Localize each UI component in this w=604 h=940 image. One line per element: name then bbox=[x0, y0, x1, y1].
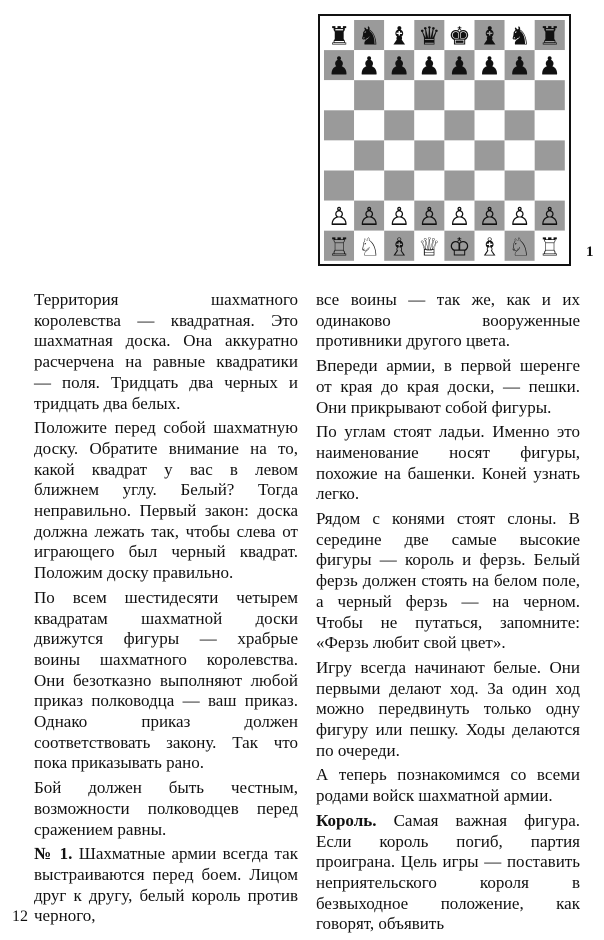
page-number: 12 bbox=[12, 908, 28, 925]
chess-piece-wP-f2: ♙ bbox=[478, 202, 501, 232]
chess-piece-bB-f8: ♝ bbox=[478, 21, 501, 51]
paragraph: Игру всегда начинают белые. Они первыми делают ход. За один ход можно передвинуть только одну фигуру или пешку. Ходы делаются по очереди. bbox=[316, 657, 580, 760]
light-square-d3 bbox=[414, 171, 444, 201]
chess-piece-bN-g8: ♞ bbox=[508, 21, 531, 51]
light-square-e4 bbox=[444, 140, 474, 170]
chess-piece-wP-b2: ♙ bbox=[357, 202, 381, 232]
chess-diagram bbox=[318, 14, 571, 266]
chess-piece-wN-b1: ♘ bbox=[357, 232, 381, 262]
chess-piece-bP-e7: ♟ bbox=[448, 51, 471, 81]
paragraph: Рядом с конями стоят слоны. В середине две самые высокие фигуры — король и ферзь. Белый ферзь должен стоять на белом поле, а черный ферзь — на черном. Чтобы не путаться, запомните: «Ферзь любит свой цвет». bbox=[316, 509, 580, 653]
text-column-left bbox=[34, 290, 298, 931]
dark-square-f6 bbox=[475, 80, 505, 110]
chess-piece-wP-h2: ♙ bbox=[538, 202, 561, 232]
dark-square-c5 bbox=[384, 110, 414, 140]
dark-square-g5 bbox=[505, 110, 535, 140]
dark-square-d4 bbox=[414, 140, 444, 170]
dark-square-b4 bbox=[354, 140, 384, 170]
chess-piece-bN-b8: ♞ bbox=[357, 21, 381, 51]
light-square-h3 bbox=[535, 171, 565, 201]
chess-piece-bQ-d8: ♛ bbox=[418, 21, 441, 51]
paragraph: По углам стоят ладьи. Именно это наименование носят фигуры, похожие на башенки. Коней узнать легко. bbox=[316, 422, 580, 504]
light-square-a6 bbox=[324, 80, 354, 110]
dark-square-a5 bbox=[324, 110, 354, 140]
chess-piece-bR-a8: ♜ bbox=[327, 21, 351, 51]
dark-square-h6 bbox=[535, 80, 565, 110]
light-square-e6 bbox=[444, 80, 474, 110]
paragraph: № 1. Шахматные армии всегда так выстраиваются перед боем. Лицом друг к другу, белый король против черного, bbox=[34, 844, 298, 926]
dark-square-d6 bbox=[414, 80, 444, 110]
paragraph: Положите перед собой шахматную доску. Обратите внимание на то, какой квадрат у вас в левом ближнем углу. Белый? Тогда неправильно. Первый закон: доска должна лежать так, чтобы слева от играющего был черный квадрат. Положим доску правильно. bbox=[34, 418, 298, 583]
dark-square-e5 bbox=[444, 110, 474, 140]
light-square-f3 bbox=[475, 171, 505, 201]
chess-piece-bK-e8: ♚ bbox=[448, 21, 471, 51]
chess-piece-bP-c7: ♟ bbox=[388, 51, 411, 81]
dark-square-a3 bbox=[324, 171, 354, 201]
chess-piece-bR-h8: ♜ bbox=[538, 21, 561, 51]
chess-piece-bP-a7: ♟ bbox=[327, 51, 351, 81]
chess-piece-bP-g7: ♟ bbox=[508, 51, 531, 81]
light-square-b5 bbox=[354, 110, 384, 140]
dark-square-e3 bbox=[444, 171, 474, 201]
dark-square-g3 bbox=[505, 171, 535, 201]
chess-piece-wK-e1: ♔ bbox=[448, 232, 471, 262]
chess-piece-wR-h1: ♖ bbox=[538, 232, 561, 262]
paragraph: все воины — так же, как и их одинаково вооруженные противники другого цвета. bbox=[316, 290, 580, 351]
paragraph: Бой должен быть честным, возможности полководцев перед сражением равны. bbox=[34, 778, 298, 839]
light-square-c4 bbox=[384, 140, 414, 170]
figure-number: 1 bbox=[586, 244, 594, 260]
chess-piece-wB-c1: ♗ bbox=[388, 232, 411, 262]
light-square-c6 bbox=[384, 80, 414, 110]
chess-piece-wQ-d1: ♕ bbox=[418, 232, 441, 262]
light-square-b3 bbox=[354, 171, 384, 201]
chess-piece-wP-d2: ♙ bbox=[418, 202, 441, 232]
light-square-a4 bbox=[324, 140, 354, 170]
light-square-g6 bbox=[505, 80, 535, 110]
chess-piece-wR-a1: ♖ bbox=[327, 232, 351, 262]
paragraph-heading: № 1. bbox=[34, 844, 73, 864]
chess-piece-wN-g1: ♘ bbox=[508, 232, 531, 262]
paragraph: А теперь познакомимся со всеми родами войск шахматной армии. bbox=[316, 765, 580, 806]
light-square-h5 bbox=[535, 110, 565, 140]
dark-square-b6 bbox=[354, 80, 384, 110]
chess-piece-wB-f1: ♗ bbox=[478, 232, 501, 262]
chess-piece-bP-h7: ♟ bbox=[538, 51, 561, 81]
text-column-right bbox=[316, 290, 580, 939]
chessboard bbox=[320, 16, 569, 264]
light-square-d5 bbox=[414, 110, 444, 140]
chess-piece-wP-g2: ♙ bbox=[508, 202, 531, 232]
paragraph: По всем шестидесяти четырем квадратам шахматной доски движутся фигуры — храбрые воины шахматного королевства. Они безотказно выполняют любой приказ полководца — ваш приказ. Однако приказ должен соответствовать закону. Так что пока приказывать рано. bbox=[34, 587, 298, 773]
chess-piece-bP-b7: ♟ bbox=[357, 51, 381, 81]
light-square-g4 bbox=[505, 140, 535, 170]
chess-piece-wP-a2: ♙ bbox=[327, 202, 351, 232]
chess-piece-bB-c8: ♝ bbox=[388, 21, 411, 51]
dark-square-c3 bbox=[384, 171, 414, 201]
paragraph: Впереди армии, в первой шеренге от края до края доски, — пешки. Они прикрывают собой фигуры. bbox=[316, 356, 580, 417]
chess-piece-wP-c2: ♙ bbox=[388, 202, 411, 232]
chess-piece-wP-e2: ♙ bbox=[448, 202, 471, 232]
dark-square-f4 bbox=[475, 140, 505, 170]
paragraph: Король. Самая важная фигура. Если король погиб, партия проиграна. Цель игры — поставить неприятельского короля в безвыходное положение, как говорят, объявить bbox=[316, 810, 581, 934]
chess-piece-bP-f7: ♟ bbox=[478, 51, 501, 81]
light-square-f5 bbox=[475, 110, 505, 140]
chess-piece-bP-d7: ♟ bbox=[418, 51, 441, 81]
paragraph: Территория шахматного королевства — квадратная. Это шахматная доска. Она аккуратно расчерчена на равные квадратики — поля. Тридцать два черных и тридцать два белых. bbox=[34, 290, 298, 413]
dark-square-h4 bbox=[535, 140, 565, 170]
paragraph-heading: Король. bbox=[316, 810, 377, 830]
